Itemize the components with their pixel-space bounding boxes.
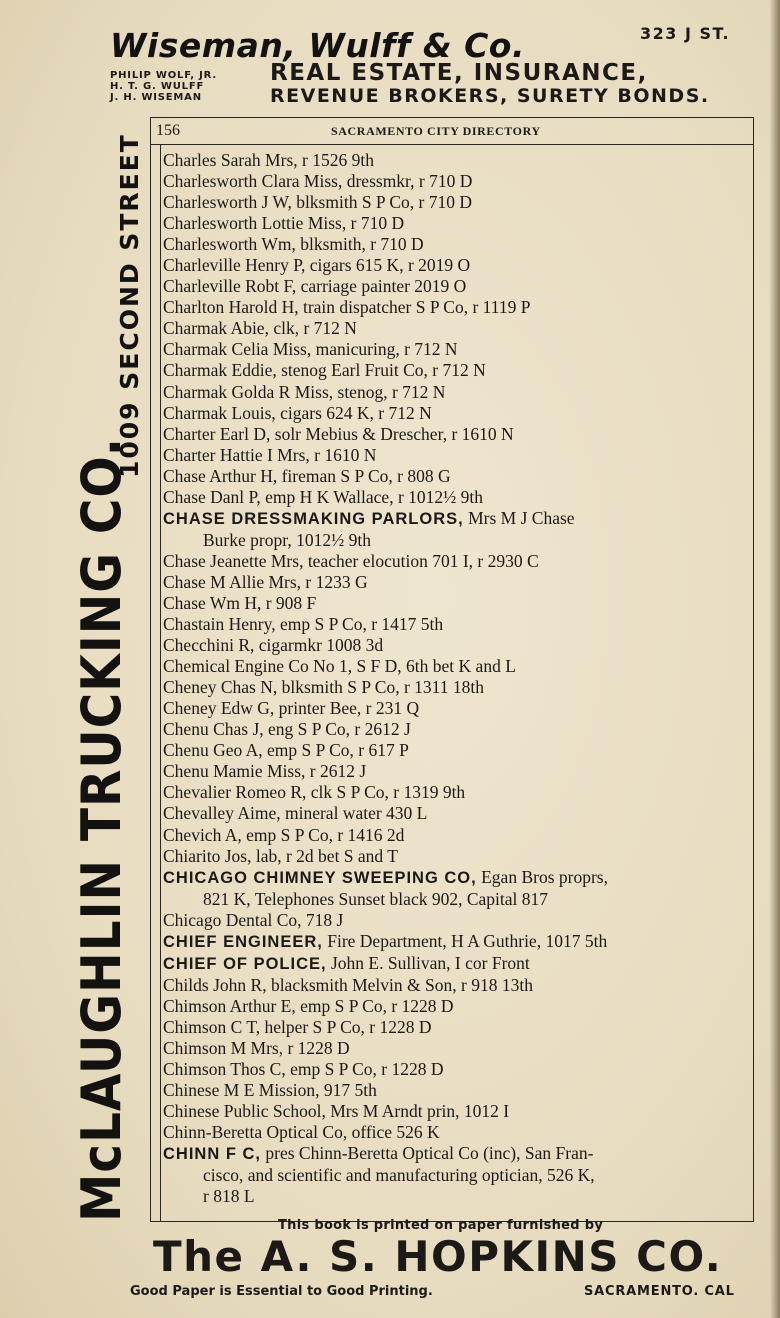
header-company-name: Wiseman, Wulff & Co. — [110, 26, 526, 65]
entry-name: Chevich A, emp S P Co, r 1416 2d — [163, 824, 405, 845]
page-title: SACRAMENTO CITY DIRECTORY — [331, 124, 541, 138]
entry-name: Charmak Abie, clk, r 712 N — [163, 318, 357, 339]
directory-entry — [163, 614, 758, 635]
footer-note: This book is printed on paper furnished by — [278, 1218, 604, 1233]
directory-entry — [163, 360, 758, 381]
entry-name: Chevalley Aime, mineral water 430 L — [163, 803, 428, 824]
entry-details: pres Chinn-Beretta Optical Co (inc), San Fran- — [261, 1143, 594, 1164]
directory-box — [150, 117, 754, 1222]
directory-entry — [163, 635, 758, 656]
directory-entry — [163, 150, 758, 171]
entry-name: Chase Arthur H, fireman S P Co, r 808 G — [163, 465, 451, 486]
entry-name: Charlesworth Lottie Miss, r 710 D — [163, 213, 405, 234]
directory-entry — [163, 1101, 758, 1122]
entry-name: Charmak Eddie, stenog Earl Fruit Co, r 712 N — [163, 360, 486, 381]
partner-name: PHILIP WOLF, JR. — [110, 70, 217, 81]
directory-entry — [163, 593, 758, 614]
partner-name: H. T. G. WULFF — [110, 81, 205, 92]
entry-name: Charlton Harold H, train dispatcher S P Co, r 1119 P — [163, 297, 531, 318]
entry-name: Charter Hattie I Mrs, r 1610 N — [163, 444, 377, 465]
directory-entry — [163, 171, 758, 192]
directory-entry — [163, 318, 758, 339]
directory-entry — [163, 424, 758, 445]
entry-name: CHASE DRESSMAKING PARLORS, — [163, 509, 464, 528]
entry-name: Chase Jeanette Mrs, teacher elocution 701 I, r 2930 C — [163, 550, 539, 571]
header-services-line1: REAL ESTATE, INSURANCE, — [270, 60, 648, 86]
directory-entry — [163, 846, 758, 867]
directory-entry — [163, 761, 758, 782]
entry-name: Chemical Engine Co No 1, S F D, 6th bet K and L — [163, 656, 516, 677]
directory-entry — [163, 867, 758, 910]
footer-slogan: Good Paper is Essential to Good Printing. — [130, 1284, 433, 1299]
directory-entries — [163, 150, 758, 1207]
directory-entry — [163, 677, 758, 698]
directory-entry — [163, 1038, 758, 1059]
page-edge — [770, 0, 780, 1318]
footer-city: SACRAMENTO. CAL — [584, 1284, 735, 1299]
directory-entry — [163, 445, 758, 466]
directory-entry — [163, 698, 758, 719]
directory-entry — [163, 551, 758, 572]
directory-entry — [163, 508, 758, 551]
entry-name: Chase Wm H, r 908 F — [163, 592, 317, 613]
entry-name: Chinn-Beretta Optical Co, office 526 K — [163, 1122, 440, 1143]
directory-entry — [163, 1059, 758, 1080]
entry-name: Chinese M E Mission, 917 5th — [163, 1080, 377, 1101]
entry-name: Charter Earl D, solr Mebius & Drescher, r 1610 N — [163, 423, 514, 444]
entry-name: Chenu Mamie Miss, r 2612 J — [163, 761, 367, 782]
directory-entry — [163, 953, 758, 975]
directory-entry — [163, 931, 758, 953]
entry-name: Charleville Henry P, cigars 615 K, r 2019 O — [163, 255, 471, 276]
side-ad-company: McLAUGHLIN TRUCKING CO. — [70, 437, 133, 1222]
directory-entry — [163, 466, 758, 487]
directory-entry — [163, 276, 758, 297]
header-services-line2: REVENUE BROKERS, SURETY BONDS. — [270, 85, 710, 107]
entry-details: Mrs M J Chase — [463, 507, 575, 528]
directory-entry — [163, 782, 758, 803]
directory-entry — [163, 339, 758, 360]
entry-name: Chicago Dental Co, 718 J — [163, 909, 344, 930]
entry-details: Egan Bros proprs, — [476, 866, 608, 887]
entry-name: CHICAGO CHIMNEY SWEEPING CO, — [163, 868, 477, 887]
directory-entry — [163, 740, 758, 761]
directory-entry — [163, 656, 758, 677]
entry-name: Chase Danl P, emp H K Wallace, r 1012½ 9th — [163, 486, 484, 507]
directory-entry — [163, 382, 758, 403]
entry-name: Checchini R, cigarmkr 1008 3d — [163, 635, 384, 656]
directory-entry — [163, 403, 758, 424]
entry-name: Chinese Public School, Mrs M Arndt prin, 1012 I — [163, 1101, 510, 1122]
entry-name: Charmak Louis, cigars 624 K, r 712 N — [163, 402, 432, 423]
entry-continuation: cisco, and scientific and manufacturing optician, 526 K, — [203, 1165, 595, 1186]
entry-continuation: Burke propr, 1012½ 9th — [203, 529, 371, 550]
directory-entry — [163, 572, 758, 593]
entry-name: Chevalier Romeo R, clk S P Co, r 1319 9th — [163, 782, 466, 803]
directory-entry — [163, 1143, 758, 1207]
header-address: 323 J ST. — [640, 24, 731, 43]
partner-name: J. H. WISEMAN — [110, 92, 202, 103]
page-header — [151, 118, 753, 145]
directory-entry — [163, 975, 758, 996]
entry-name: Charlesworth Clara Miss, dressmkr, r 710 D — [163, 171, 473, 192]
directory-entry — [163, 192, 758, 213]
entry-name: Childs John R, blacksmith Melvin & Son, r 918 13th — [163, 974, 533, 995]
directory-entry — [163, 803, 758, 824]
entry-details: Fire Department, H A Guthrie, 1017 5th — [322, 930, 608, 951]
entry-name: Chenu Chas J, eng S P Co, r 2612 J — [163, 719, 411, 740]
entry-name: Chimson C T, helper S P Co, r 1228 D — [163, 1016, 432, 1037]
entry-continuation: r 818 L — [203, 1186, 255, 1207]
entry-continuation: 821 K, Telephones Sunset black 902, Capital 817 — [203, 888, 549, 909]
entry-name: Chenu Geo A, emp S P Co, r 617 P — [163, 740, 409, 761]
margin-rule — [160, 145, 161, 1221]
entry-name: CHIEF ENGINEER, — [163, 932, 323, 951]
directory-entry — [163, 1080, 758, 1101]
directory-entry — [163, 297, 758, 318]
header-partners — [110, 70, 260, 103]
directory-entry — [163, 1017, 758, 1038]
directory-entry — [163, 825, 758, 846]
entry-name: Charlesworth Wm, blksmith, r 710 D — [163, 234, 424, 255]
directory-entry — [163, 487, 758, 508]
entry-name: Chimson Arthur E, emp S P Co, r 1228 D — [163, 995, 454, 1016]
page-number: 156 — [156, 122, 180, 139]
entry-name: Cheney Edw G, printer Bee, r 231 Q — [163, 698, 420, 719]
directory-entry — [163, 255, 758, 276]
entry-name: Charleville Robt F, carriage painter 2019 O — [163, 276, 467, 297]
directory-entry — [163, 1122, 758, 1143]
directory-entry — [163, 910, 758, 931]
entry-name: Chastain Henry, emp S P Co, r 1417 5th — [163, 614, 444, 635]
entry-name: Charmak Celia Miss, manicuring, r 712 N — [163, 339, 458, 360]
directory-entry — [163, 213, 758, 234]
directory-entry — [163, 996, 758, 1017]
side-ad-address: 1009 SECOND STREET — [115, 133, 144, 478]
entry-name: Chase M Allie Mrs, r 1233 G — [163, 571, 368, 592]
directory-entry — [163, 719, 758, 740]
entry-name: Charmak Golda R Miss, stenog, r 712 N — [163, 381, 446, 402]
directory-entry — [163, 234, 758, 255]
entry-name: Charlesworth J W, blksmith S P Co, r 710 D — [163, 192, 473, 213]
entry-name: Chimson Thos C, emp S P Co, r 1228 D — [163, 1059, 444, 1080]
entry-details: John E. Sullivan, I cor Front — [326, 952, 530, 973]
entry-name: Chiarito Jos, lab, r 2d bet S and T — [163, 845, 398, 866]
entry-name: Cheney Chas N, blksmith S P Co, r 1311 18th — [163, 677, 485, 698]
entry-name: CHINN F C, — [163, 1145, 261, 1164]
entry-name: Charles Sarah Mrs, r 1526 9th — [163, 150, 374, 170]
footer-company: The A. S. HOPKINS CO. — [153, 1232, 723, 1281]
entry-name: CHIEF OF POLICE, — [163, 954, 327, 973]
entry-name: Chimson M Mrs, r 1228 D — [163, 1037, 350, 1058]
